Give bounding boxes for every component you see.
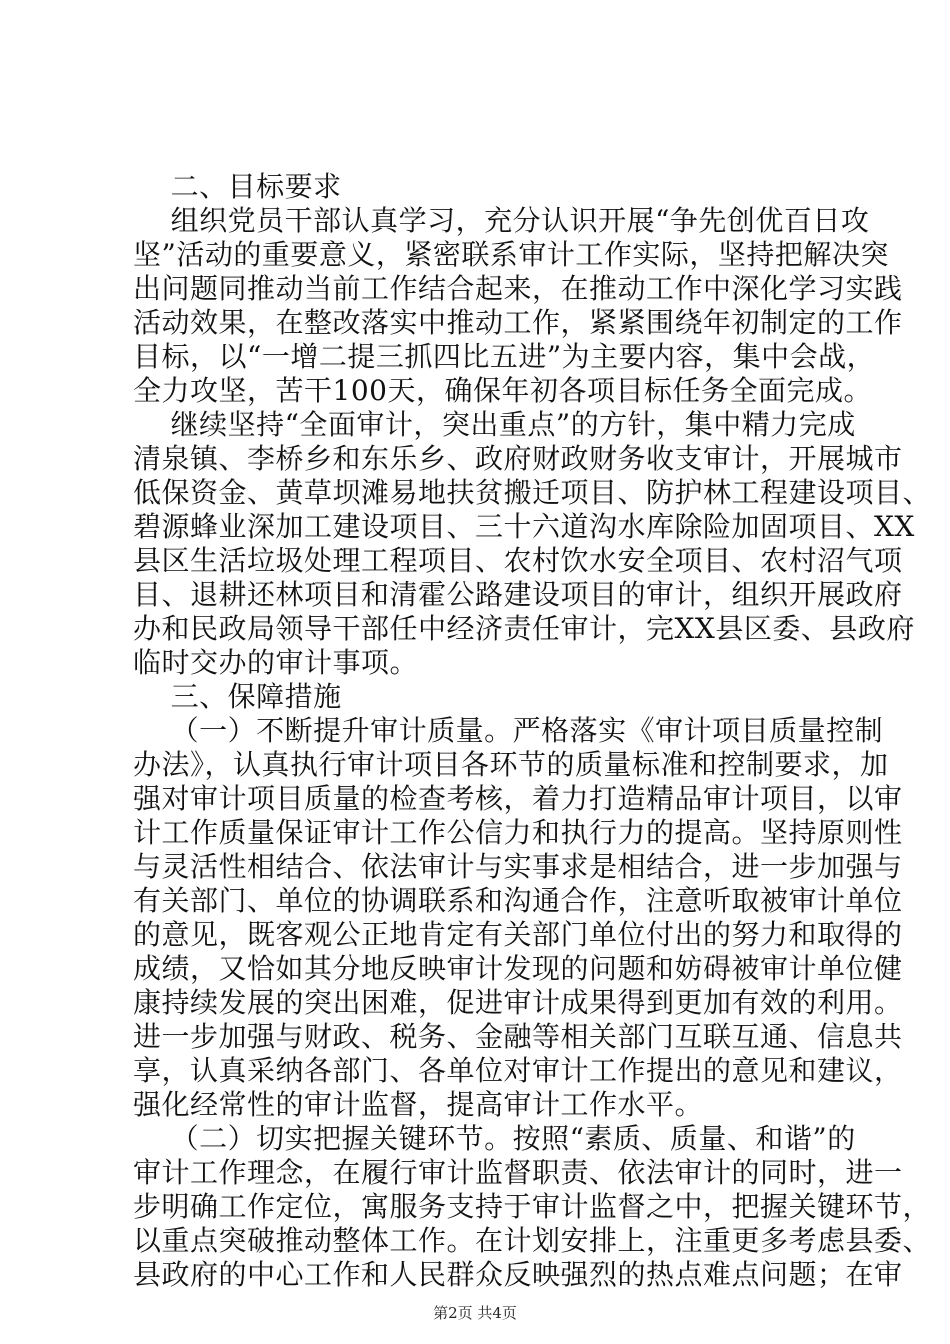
text-line: 县政府的中心工作和人民群众反映强烈的热点难点问题；在审 [133, 1258, 903, 1291]
text-line: 有关部门、单位的协调联系和沟通合作，注意听取被审计单位 [133, 884, 903, 917]
text-line: 组织党员干部认真学习，充分认识开展“争先创优百日攻 [133, 204, 870, 237]
text-line: 办法》，认真执行审计项目各环节的质量标准和控制要求，加 [133, 748, 889, 781]
text-line: 的意见，既客观公正地肯定有关部门单位付出的努力和取得的 [133, 918, 903, 951]
text-line: 审计工作理念，在履行审计监督职责、依法审计的同时，进一 [133, 1156, 903, 1189]
text-line: 出问题同推动当前工作结合起来，在推动工作中深化学习实践 [133, 272, 903, 305]
text-line: 碧源蜂业深加工建设项目、三十六道沟水库除险加固项目、XX [133, 510, 915, 543]
text-line: 临时交办的审计事项。 [133, 646, 419, 679]
text-line: 县区生活垃圾处理工程项目、农村饮水安全项目、农村沼气项 [133, 544, 903, 577]
text-line: （一）不断提升审计质量。严格落实《审计项目质量控制 [133, 714, 884, 747]
text-line: 清泉镇、李桥乡和东乐乡、政府财政财务收支审计，开展城市 [133, 442, 903, 475]
text-line: 与灵活性相结合、依法审计与实事求是相结合，进一步加强与 [133, 850, 903, 883]
text-line: 康持续发展的突出困难，促进审计成果得到更加有效的利用。 [133, 986, 903, 1019]
text-line: 步明确工作定位，寓服务支持于审计监督之中，把握关键环节， [133, 1190, 932, 1223]
text-line: 办和民政局领导干部任中经济责任审计，完XX县区委、县政府 [133, 612, 915, 645]
text-line: 以重点突破推动整体工作。在计划安排上，注重更多考虑县委、 [133, 1224, 932, 1257]
text-line: 三、保障措施 [133, 680, 342, 713]
text-line: 目标，以“一增二提三抓四比五进”为主要内容，集中会战， [133, 340, 876, 373]
text-line: 目、退耕还林项目和清霍公路建设项目的审计，组织开展政府 [133, 578, 903, 611]
text-line: 二、目标要求 [133, 170, 342, 203]
text-line: 低保资金、黄草坝滩易地扶贫搬迁项目、防护林工程建设项目、 [133, 476, 932, 509]
text-line: （二）切实把握关键环节。按照“素质、质量、和谐”的 [133, 1122, 856, 1155]
page-number: 第2页 共4页 [433, 1304, 517, 1322]
text-line: 全力攻坚，苦干100天，确保年初各项目标任务全面完成。 [133, 374, 872, 407]
text-line: 享，认真采纳各部门、各单位对审计工作提出的意见和建议， [133, 1054, 903, 1087]
text-line: 成绩，又恰如其分地反映审计发现的问题和妨碍被审计单位健 [133, 952, 903, 985]
text-line: 计工作质量保证审计工作公信力和执行力的提高。坚持原则性 [133, 816, 903, 849]
text-line: 活动效果，在整改落实中推动工作，紧紧围绕年初制定的工作 [133, 306, 903, 339]
text-line: 继续坚持“全面审计，突出重点”的方针，集中精力完成 [133, 408, 856, 441]
text-line: 强对审计项目质量的检查考核，着力打造精品审计项目，以审 [133, 782, 903, 815]
text-line: 强化经常性的审计监督，提高审计工作水平。 [133, 1088, 704, 1121]
text-line: 坚”活动的重要意义，紧密联系审计工作实际，坚持把解决突 [133, 238, 889, 271]
text-line: 进一步加强与财政、税务、金融等相关部门互联互通、信息共 [133, 1020, 903, 1053]
